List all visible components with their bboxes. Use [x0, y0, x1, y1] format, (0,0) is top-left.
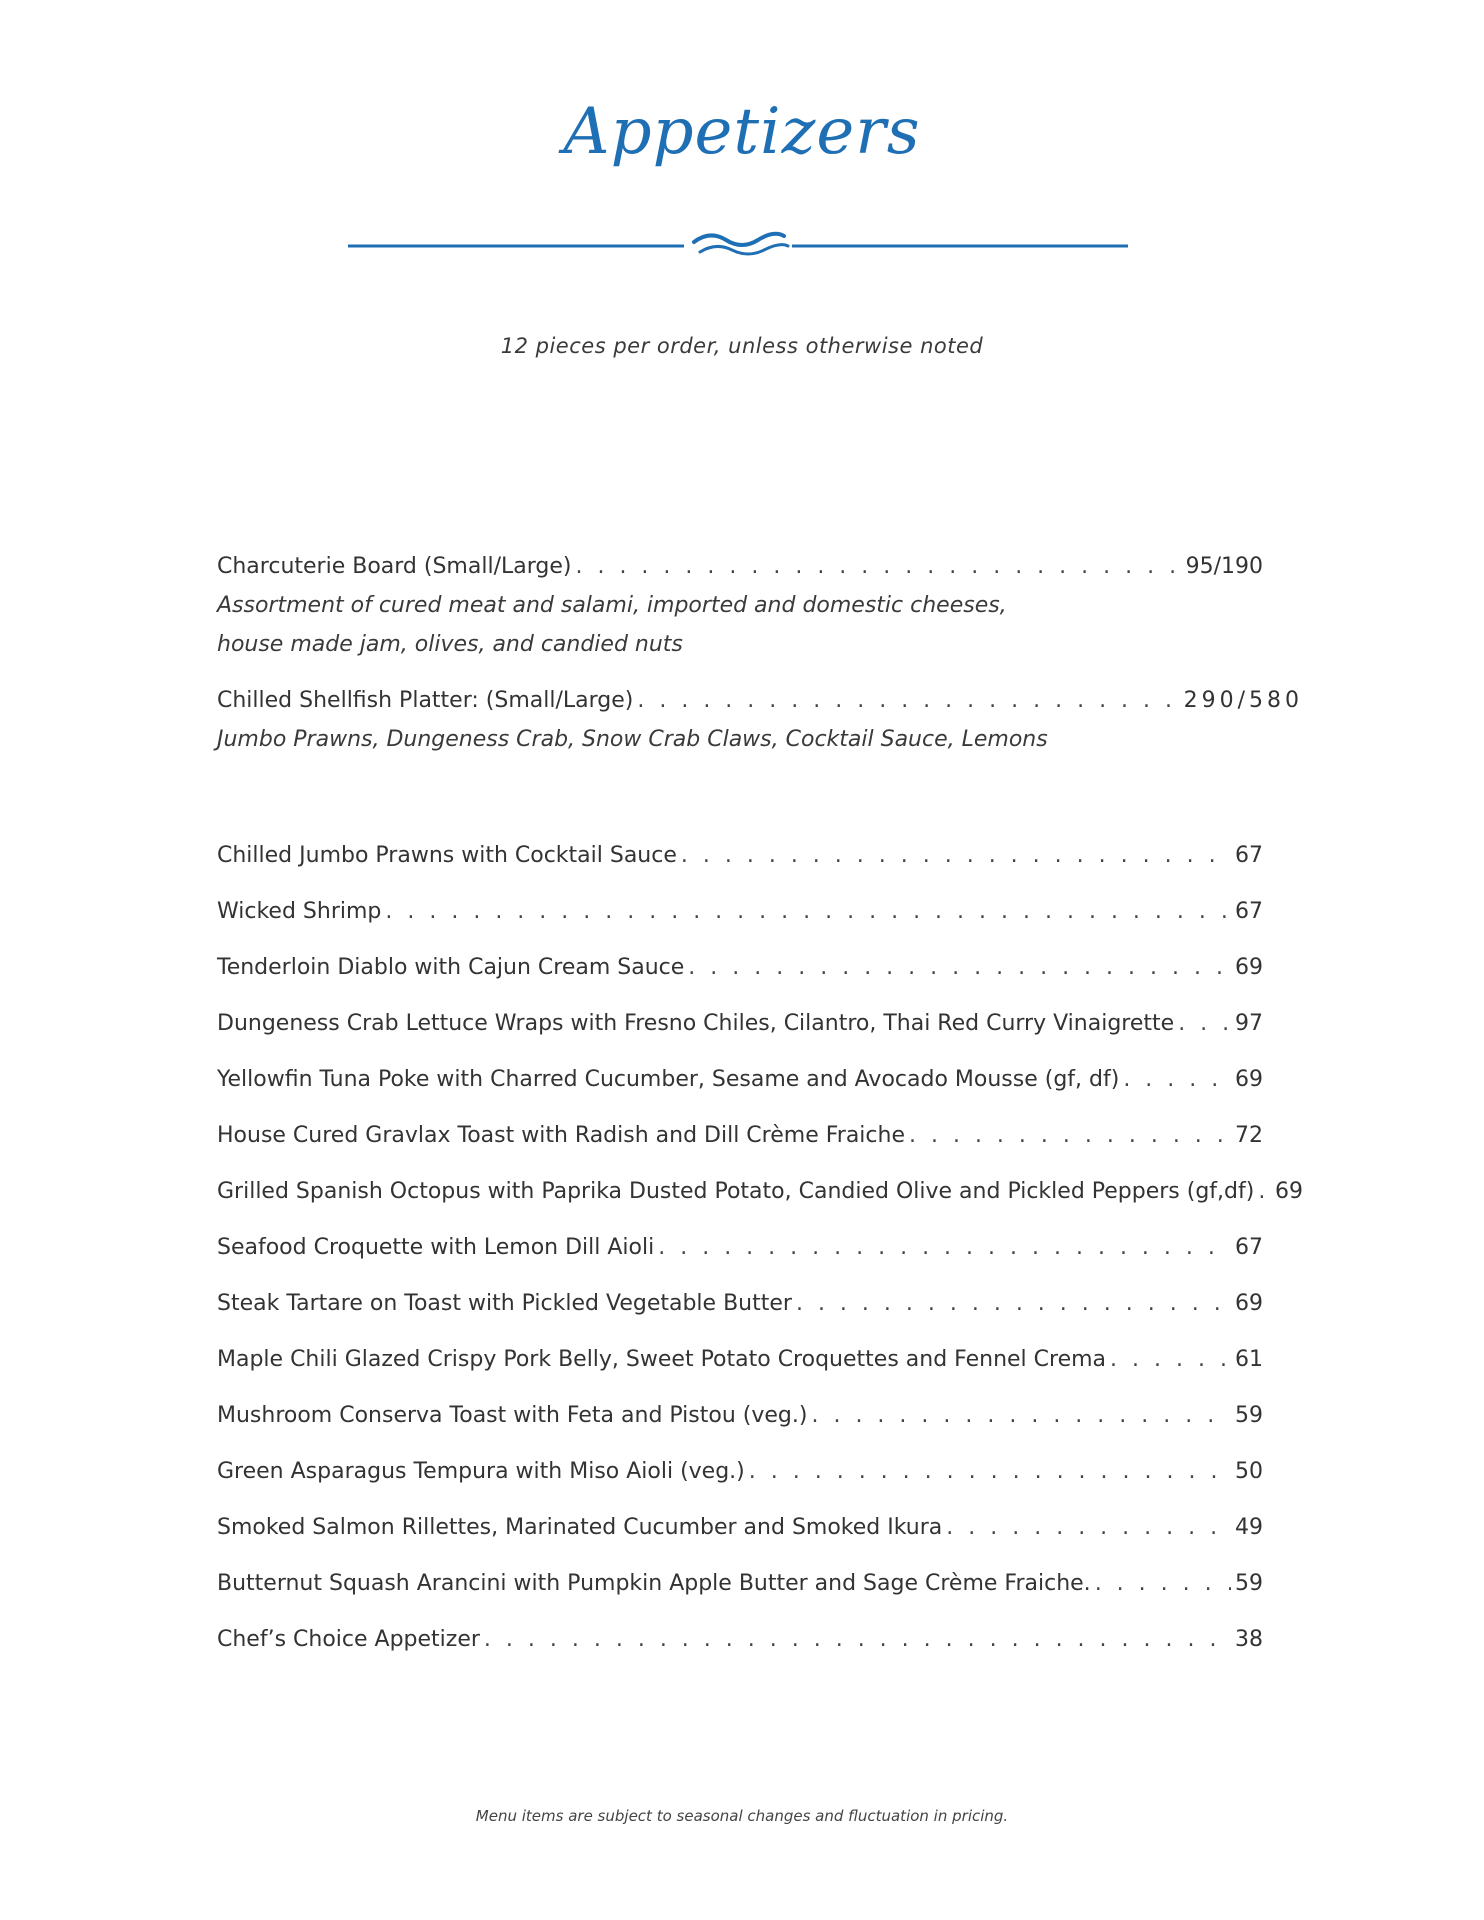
dot-leader	[909, 1123, 1231, 1148]
item-price: 95/190	[1185, 554, 1263, 579]
item-price: 50	[1235, 1459, 1263, 1484]
item-price: 69	[1275, 1179, 1303, 1204]
item-name: Steak Tartare on Toast with Pickled Vegetable Butter	[217, 1291, 792, 1316]
menu-item	[217, 1011, 1263, 1036]
dot-leader	[688, 955, 1231, 980]
dot-leader	[946, 1515, 1231, 1540]
item-price: 67	[1235, 1235, 1263, 1260]
item-price: 69	[1235, 955, 1263, 980]
item-name: Seafood Croquette with Lemon Dill Aioli	[217, 1235, 655, 1260]
item-description: Assortment of cured meat and salami, imported and domestic cheeses,	[217, 593, 1007, 618]
order-note: 12 pieces per order, unless otherwise noted	[500, 334, 984, 358]
item-name: Smoked Salmon Rillettes, Marinated Cucumber and Smoked Ikura	[217, 1515, 943, 1540]
dot-leader	[749, 1459, 1231, 1484]
item-name: Green Asparagus Tempura with Miso Aioli (veg.)	[217, 1459, 745, 1484]
item-name: Yellowfin Tuna Poke with Charred Cucumber, Sesame and Avocado Mousse (gf, df)	[217, 1067, 1120, 1092]
menu-item	[217, 843, 1263, 868]
item-name: Maple Chili Glazed Crispy Pork Belly, Sweet Potato Croquettes and Fennel Crema	[217, 1347, 1107, 1372]
dot-leader	[575, 554, 1181, 579]
dot-leader	[637, 688, 1179, 713]
menu-item	[217, 1571, 1263, 1596]
dot-leader	[681, 843, 1231, 868]
menu-item	[217, 1627, 1263, 1652]
menu-item-shellfish-platter	[217, 688, 1303, 713]
dot-leader	[658, 1235, 1231, 1260]
dot-leader	[1123, 1067, 1231, 1092]
menu-item	[217, 899, 1263, 924]
pricing-disclaimer: Menu items are subject to seasonal changes and fluctuation in pricing.	[475, 1807, 1009, 1825]
item-price: 49	[1235, 1515, 1263, 1540]
item-name: Mushroom Conserva Toast with Feta and Pistou (veg.)	[217, 1403, 808, 1428]
dot-leader	[796, 1291, 1231, 1316]
wave-divider	[348, 222, 1128, 262]
item-price: 67	[1235, 843, 1263, 868]
menu-item	[217, 1067, 1263, 1092]
dot-leader	[811, 1403, 1231, 1428]
dot-leader	[1110, 1347, 1231, 1372]
item-name: Dungeness Crab Lettuce Wraps with Fresno Chiles, Cilantro, Thai Red Curry Vinaigrette	[217, 1011, 1175, 1036]
menu-item	[217, 1179, 1303, 1204]
item-name: Chilled Jumbo Prawns with Cocktail Sauce	[217, 843, 677, 868]
item-name: Butternut Squash Arancini with Pumpkin Apple Butter and Sage Crème Fraiche.	[217, 1571, 1091, 1596]
item-price: 59	[1235, 1403, 1263, 1428]
item-price: 72	[1235, 1123, 1263, 1148]
menu-item	[217, 1515, 1263, 1540]
menu-item	[217, 1235, 1263, 1260]
item-price: 38	[1235, 1627, 1263, 1652]
dot-leader	[385, 899, 1231, 924]
menu-item	[217, 1291, 1263, 1316]
dot-leader	[1095, 1571, 1231, 1596]
item-name: Chef’s Choice Appetizer	[217, 1627, 480, 1652]
item-price: 59	[1235, 1571, 1263, 1596]
menu-item	[217, 1347, 1263, 1372]
item-name: Tenderloin Diablo with Cajun Cream Sauce	[217, 955, 685, 980]
menu-item	[217, 1459, 1263, 1484]
dot-leader	[1258, 1179, 1271, 1204]
menu-item	[217, 955, 1263, 980]
item-price: 290/580	[1183, 688, 1303, 713]
item-name: Charcuterie Board (Small/Large)	[217, 554, 572, 579]
menu-item	[217, 1123, 1263, 1148]
page-title: Appetizers	[563, 95, 921, 169]
item-price: 61	[1235, 1347, 1263, 1372]
dot-leader	[1178, 1011, 1231, 1036]
wave-icon	[694, 234, 784, 245]
item-name: Chilled Shellfish Platter: (Small/Large)	[217, 688, 634, 713]
dot-leader	[484, 1627, 1231, 1652]
item-description: Jumbo Prawns, Dungeness Crab, Snow Crab Claws, Cocktail Sauce, Lemons	[217, 727, 1048, 752]
menu-item	[217, 1403, 1263, 1428]
item-name: Wicked Shrimp	[217, 899, 382, 924]
item-name: House Cured Gravlax Toast with Radish and Dill Crème Fraiche	[217, 1123, 905, 1148]
item-price: 67	[1235, 899, 1263, 924]
menu-item-charcuterie-board	[217, 554, 1263, 579]
item-price: 69	[1235, 1067, 1263, 1092]
item-description: house made jam, olives, and candied nuts	[217, 632, 683, 657]
item-price: 97	[1235, 1011, 1263, 1036]
item-name: Grilled Spanish Octopus with Paprika Dusted Potato, Candied Olive and Pickled Peppers (gf,df)	[217, 1179, 1255, 1204]
item-price: 69	[1235, 1291, 1263, 1316]
